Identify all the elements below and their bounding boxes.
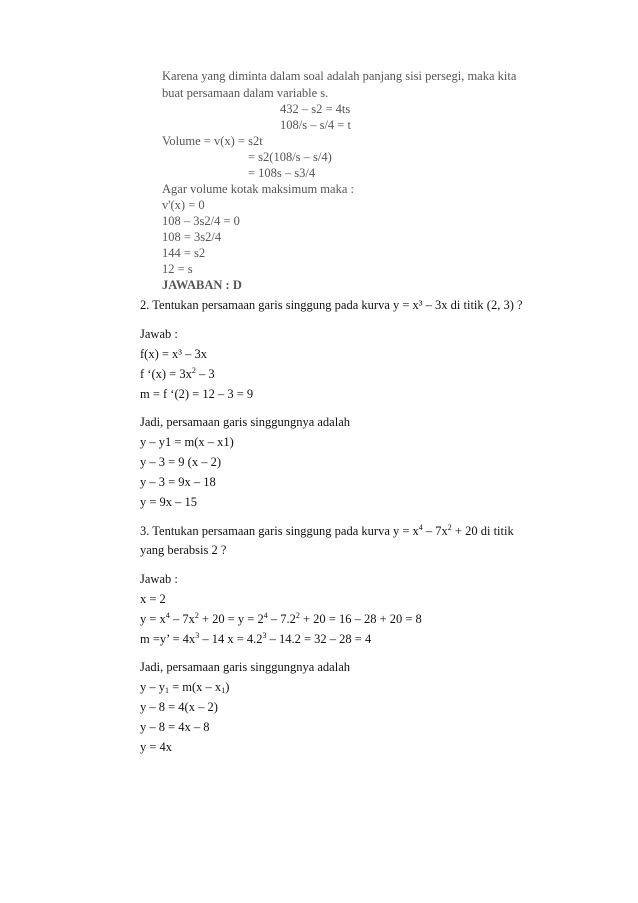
equation-line: f ‘$(x) = 3x^2 - 3$ (140, 366, 215, 381)
jawab-label: Jawab : (140, 327, 178, 341)
equation-line: y = 9x – 15 (140, 495, 198, 509)
text-line: Agar volume kotak maksimum maka : (162, 182, 354, 196)
equation-line: 108 = 3s2/4 (162, 230, 222, 244)
equation-line: v'(x) = 0 (162, 198, 205, 212)
equation-line: 432 – s2 = 4ts (280, 102, 351, 116)
equation-line: 108 – 3s2/4 = 0 (162, 214, 240, 228)
equation-line: Volume = v(x) = s2t (162, 134, 263, 148)
equation-line: y – 3 = 9x – 18 (140, 475, 216, 489)
equation-line: y – y1 = m(x – x1) (140, 435, 234, 449)
question-3: 3. Tentukan persamaan garis singgung pada kurva $y = x^4 - 7x^2 + 20$ di titik (140, 523, 514, 538)
equation-line: y – 3 = 9 (x – 2) (140, 455, 221, 469)
equation-line: m = f ‘(2) = 12 – 3 = 9 (140, 387, 254, 401)
equation-line: y – 8 = 4(x – 2) (140, 700, 218, 714)
equation-line: y – 8 = 4x – 8 (140, 720, 210, 734)
answer-label: JAWABAN : D (162, 278, 242, 292)
equation-line: m =y’ = $4x^3 - 14$ $x = 4.2^3 - 14.2 = 32 - 28 = 4$ (140, 631, 372, 646)
equation-line: = s2(108/s – s/4) (248, 150, 332, 164)
text-line: Karena yang diminta dalam soal adalah panjang sisi persegi, maka kita (162, 69, 517, 83)
question-3-cont: yang berabsis 2 ? (140, 543, 227, 557)
equation-line: 144 = s2 (162, 246, 206, 260)
conclusion-line: Jadi, persamaan garis singgungnya adalah (140, 660, 351, 674)
equation-line: y = 4x (140, 740, 173, 754)
equation-line: = 108s – s3/4 (248, 166, 316, 180)
equation-line: 12 = s (162, 262, 193, 276)
jawab-label: Jawab : (140, 572, 178, 586)
text-line: buat persamaan dalam variable s. (162, 86, 329, 100)
equation-line: f(x) = x³ – 3x (140, 347, 208, 361)
equation-line: $y - y_1 = m(x - x_1)$ (140, 680, 230, 695)
equation-line: $y = x^4 - 7x^2 + 20 = y = 2^4 - 7.2^2 + 20 = 16 - 28 + 20 = 8$ (140, 611, 422, 626)
equation-line: 108/s – s/4 = t (280, 118, 351, 132)
conclusion-line: Jadi, persamaan garis singgungnya adalah (140, 415, 351, 429)
equation-line: x = 2 (140, 592, 166, 606)
question-2: 2. Tentukan persamaan garis singgung pada kurva y = x³ – 3x di titik (2, 3) ? (140, 298, 523, 312)
